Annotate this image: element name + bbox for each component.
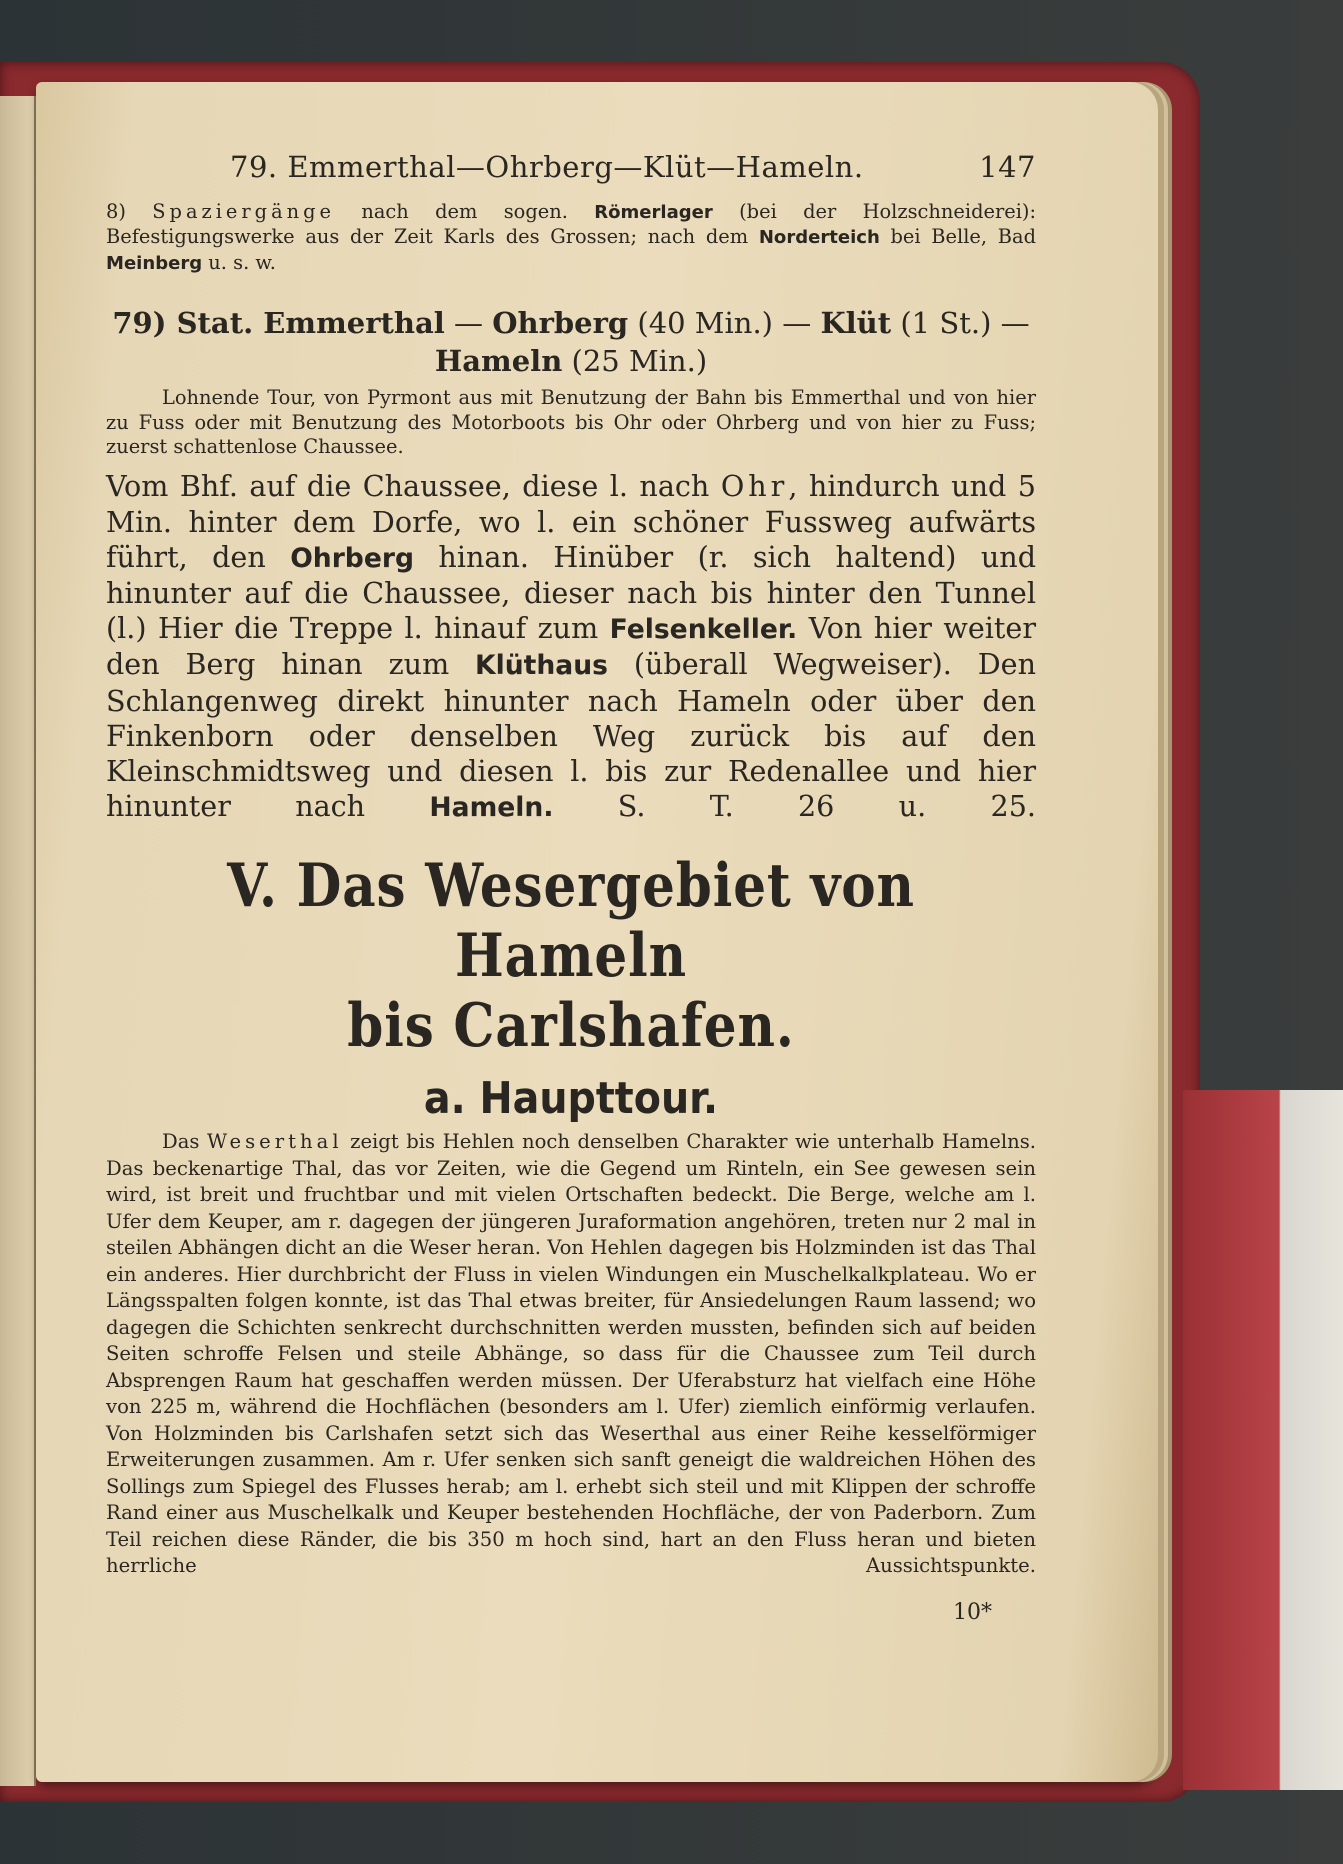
note-text-2: (bei der Holzschneiderei): Befestigungswerke aus der Zeit Karls des Grossen; nach dem <box>106 200 1036 249</box>
note-number: 8) <box>106 200 153 223</box>
note-spaced-word: Spaziergänge <box>152 200 336 223</box>
note-text-3: bei Belle, Bad <box>879 225 1036 249</box>
note-bold-norderteich: Norderteich <box>758 227 880 249</box>
route-text-4: Von hier weiter den Berg hinan zum <box>106 611 1036 682</box>
route-hameln-time: (25 Min.) <box>562 344 708 379</box>
note-bold-roemerlager: Römerlager <box>594 202 713 223</box>
left-page-edge <box>0 96 36 1786</box>
chapter-title-line1: V. Das Wesergebiet von Hameln <box>227 851 915 992</box>
route-kluet-time: (1 St.) <box>891 306 992 341</box>
chapter-title-line2: bis Carlshafen. <box>347 991 795 1062</box>
route-number: 79) <box>112 306 167 341</box>
route-ohrberg: Ohrberg <box>492 306 629 341</box>
route-dash-3: — <box>991 306 1030 341</box>
weser-description <box>106 1129 1036 1580</box>
weser-text-1: zeigt bis Hehlen noch denselben Charakter wie unterhalb Hamelns. Das beckenartige Thal, das vor Zeiten, wie die Gegend um Rinteln, ein See gewesen sein wird, ist breit und fruchtbar und mit vielen Ortschaften bedeckt. Die Berge, welche am l. Ufer dem Keuper, am r. dagegen der jüngeren Juraformation angehören, treten nur 2 mal in steilen Abhängen dicht an die Weser heran. Von Hehlen dagegen bis Holzminden ist das Thal ein anderes. Hier durchbricht der Fluss in vielen Windungen ein Muschelkalkplateau. Wo er Längsspalten folgen konnte, ist das Thal etwas breiter, für Ansiedelungen Raum lassend; wo dagegen die Schichten senkrecht durchschnitten werden mussten, befinden sich auf beiden Seiten schroffe Felsen und steile Abhänge, so dass für die Chaussee zum Teil durch Absprengen Raum hat geschaffen werden müssen. Der Uferabsturz hat vielfach eine Höhe von 225 m, während die Hochflächen (besonders am l. Ufer) ziemlich einförmig verlaufen. Von Holzminden bis Carlshafen setzt sich das Weserthal aus einer Reihe kesselförmiger Erweiterungen zusammen. Am r. Ufer senken sich sanft geneigt die waldreichen Höhen des Sollings zum Spiegel des Flusses herab; am l. erhebt sich steil und mit Klippen der schroffe Rand einer aus Muschelkalk und Keuper bestehenden Hochfläche, der von Paderborn. Zum Teil reichen diese Ränder, die bis 350 m hoch sind, hart an den Fluss heran und bieten herrliche Aussichtspunkte. <box>106 1130 1036 1578</box>
route-dash-2: — <box>773 306 821 341</box>
route-kluet: Klüt <box>820 306 892 341</box>
section-title: a. Haupttour. <box>423 1073 719 1125</box>
chapter-title <box>171 851 971 1061</box>
note-text-1: nach dem sogen. <box>335 200 595 223</box>
route-bold-hameln: Hameln. <box>429 792 554 824</box>
route-bold-ohrberg: Ohrberg <box>290 542 414 574</box>
route-bold-kluethaus: Klüthaus <box>475 650 608 682</box>
signature-mark: 10* <box>953 1599 992 1625</box>
route-stat: Stat. <box>176 306 254 341</box>
weser-spaced-word: Weserthal <box>206 1130 343 1154</box>
page-text <box>106 150 1036 1625</box>
cover-edge <box>1183 1090 1343 1790</box>
route-intro: Lohnende Tour, von Pyrmont aus mit Benutzung der Bahn bis Emmerthal und von hier zu Fuss oder mit Benutzung des Motorboots bis Ohr oder Ohrberg und von hier zu Fuss; zuerst schattenlose Chaussee. <box>106 386 1036 459</box>
walks-note <box>106 200 1036 276</box>
route-text-2: , hindurch und 5 Min. hinter dem Dorfe, wo l. ein schöner Fussweg aufwärts führt, den <box>106 469 1036 574</box>
route-ohr: Ohr <box>720 469 789 504</box>
route-hameln: Hameln <box>434 344 563 379</box>
route-text-6: S. T. 26 u. 25. <box>553 789 1036 824</box>
route-emmerthal: Emmerthal <box>263 306 445 341</box>
route-text-5: (überall Wegweiser). Den Schlangenweg direkt hinunter nach Hameln oder über den Finkenborn oder denselben Weg zurück bis auf den Kleinschmidtsweg und diesen l. bis zur Redenallee und hier hinunter nach <box>106 647 1036 824</box>
route-dash-1: — <box>444 306 493 341</box>
running-header <box>106 150 1036 200</box>
route-heading <box>106 304 1036 342</box>
route-text-1: Vom Bhf. auf die Chaussee, diese l. nach <box>106 469 721 504</box>
route-heading-line2 <box>106 342 1036 380</box>
header-page-number: 147 <box>979 150 1036 184</box>
note-bold-meinberg: Meinberg <box>106 252 203 274</box>
route-description <box>106 469 1036 825</box>
route-bold-felsenkeller: Felsenkeller. <box>609 614 798 646</box>
route-ohrberg-time: (40 Min.) <box>628 306 773 341</box>
note-text-4: u. s. w. <box>202 250 276 274</box>
route-text-3: hinan. Hinüber (r. sich haltend) und hinunter auf die Chaussee, dieser nach bis hinter den Tunnel (l.) Hier die Treppe l. hinauf zum <box>106 539 1037 646</box>
header-title: 79. Emmerthal—Ohrberg—Klüt—Hameln. <box>230 150 864 184</box>
weser-text-0: Das <box>162 1130 207 1154</box>
